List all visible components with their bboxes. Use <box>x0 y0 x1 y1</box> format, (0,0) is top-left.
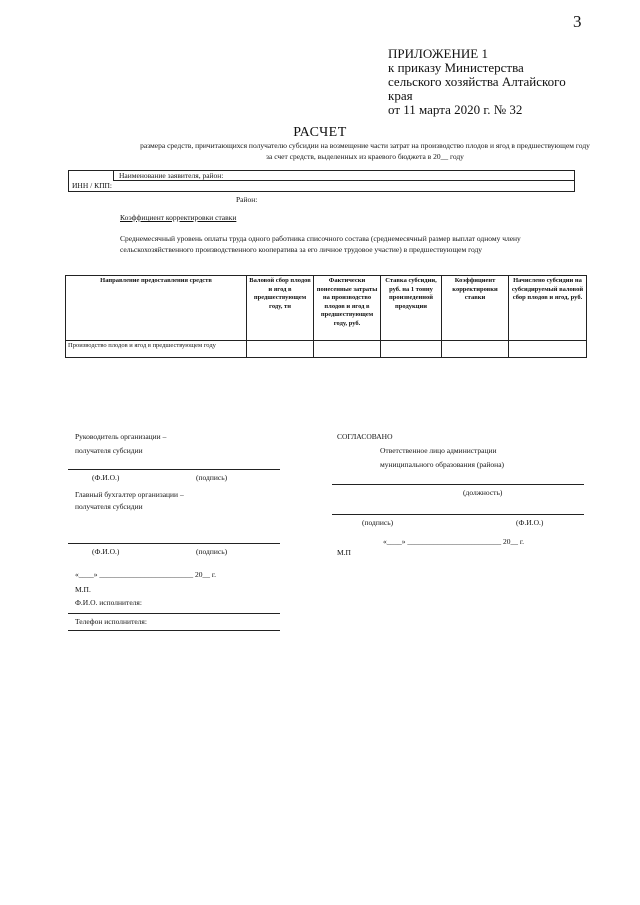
responsible-label-2: муниципального образования (района) <box>380 460 505 469</box>
agreed-label: СОГЛАСОВАНО <box>337 432 393 441</box>
head-sign-line <box>68 469 280 470</box>
head-label-2: получателя субсидии <box>75 446 143 455</box>
left-mp: М.П. <box>75 585 91 594</box>
head-label-1: Руководитель организации – <box>75 432 167 441</box>
responsible-label-1: Ответственное лицо администрации <box>380 446 497 455</box>
head-signature-caption: (подпись) <box>196 473 228 482</box>
cell-actual-costs <box>314 341 381 358</box>
right-signature-caption: (подпись) <box>362 518 394 527</box>
appendix-line-3: сельского хозяйства Алтайского <box>388 74 566 89</box>
appendix-line-5: от 11 марта 2020 г. № 32 <box>388 102 523 117</box>
cell-gross-harvest <box>247 341 314 358</box>
appendix-block <box>388 47 598 117</box>
applicant-label: Наименование заявителя, район: <box>119 171 224 180</box>
district-label: Район: <box>236 195 258 204</box>
col-direction: Направление предоставления средств <box>66 276 247 341</box>
right-sign-line <box>332 514 584 515</box>
phone-label: Телефон исполнителя: <box>75 617 147 626</box>
col-subsidy-rate: Ставка субсидии, руб. на 1 тонну произведенной продукции <box>381 276 442 341</box>
document-title: РАСЧЕТ <box>293 125 347 140</box>
cell-coefficient <box>442 341 509 358</box>
appendix-line-4: края <box>388 88 413 103</box>
right-fio-caption: (Ф.И.О.) <box>516 518 544 527</box>
col-actual-costs: Фактически понесенные затраты на производство плодов и ягод в предшествующем году, руб. <box>314 276 381 341</box>
phone-line <box>68 630 280 631</box>
cell-subsidy-rate <box>381 341 442 358</box>
executor-line <box>68 613 280 614</box>
table-header-row <box>66 276 587 341</box>
right-date-line: «____» _________________________ 20__ г. <box>383 537 524 546</box>
applicant-box <box>68 170 575 192</box>
position-line <box>332 484 584 485</box>
accountant-label-2: получателя субсидии <box>75 502 143 511</box>
appendix-line-1: ПРИЛОЖЕНИЕ 1 <box>388 46 488 61</box>
accountant-sign-line <box>68 543 280 544</box>
executor-label: Ф.И.О. исполнителя: <box>75 598 142 607</box>
page-number: 3 <box>573 12 582 31</box>
left-date-line: «____» _________________________ 20__ г. <box>75 570 216 579</box>
document-subtitle: размера средств, причитающихся получателю субсидии на возмещение части затрат на производство плодов и ягод в предшествующем году за счет средств, выделенных из краевого бюджета в 20__ году <box>140 141 590 161</box>
avg-wage-text: Среднемесячный уровень оплаты труда одного работника списочного состава (среднемесячный размер выплат одному члену сельскохозяйственного производственного кооператива за его личное трудовое участие) в предшествующем году <box>120 234 521 254</box>
right-mp: М.П <box>337 548 351 557</box>
accountant-fio-caption: (Ф.И.О.) <box>92 547 120 556</box>
col-gross-harvest: Валовой сбор плодов и ягод в предшествующем году, тн <box>247 276 314 341</box>
cell-accrued <box>509 341 587 358</box>
row-label: Производство плодов и ягод в предшествующем году <box>66 341 247 358</box>
appendix-line-2: к приказу Министерства <box>388 60 524 75</box>
position-caption: (должность) <box>463 488 503 497</box>
calculation-table <box>65 275 587 358</box>
accountant-signature-caption: (подпись) <box>196 547 228 556</box>
head-fio-caption: (Ф.И.О.) <box>92 473 120 482</box>
coefficient-label: Коэффициент корректировки ставки <box>120 213 237 222</box>
col-coefficient: Коэффициент корректировки ставки <box>442 276 509 341</box>
col-accrued: Начислено субсидии на субсидируемый валовой сбор плодов и ягод, руб. <box>509 276 587 341</box>
inn-label: ИНН / КПП: <box>72 181 113 190</box>
table-row <box>66 341 587 358</box>
accountant-label-1: Главный бухгалтер организации – <box>75 490 184 499</box>
